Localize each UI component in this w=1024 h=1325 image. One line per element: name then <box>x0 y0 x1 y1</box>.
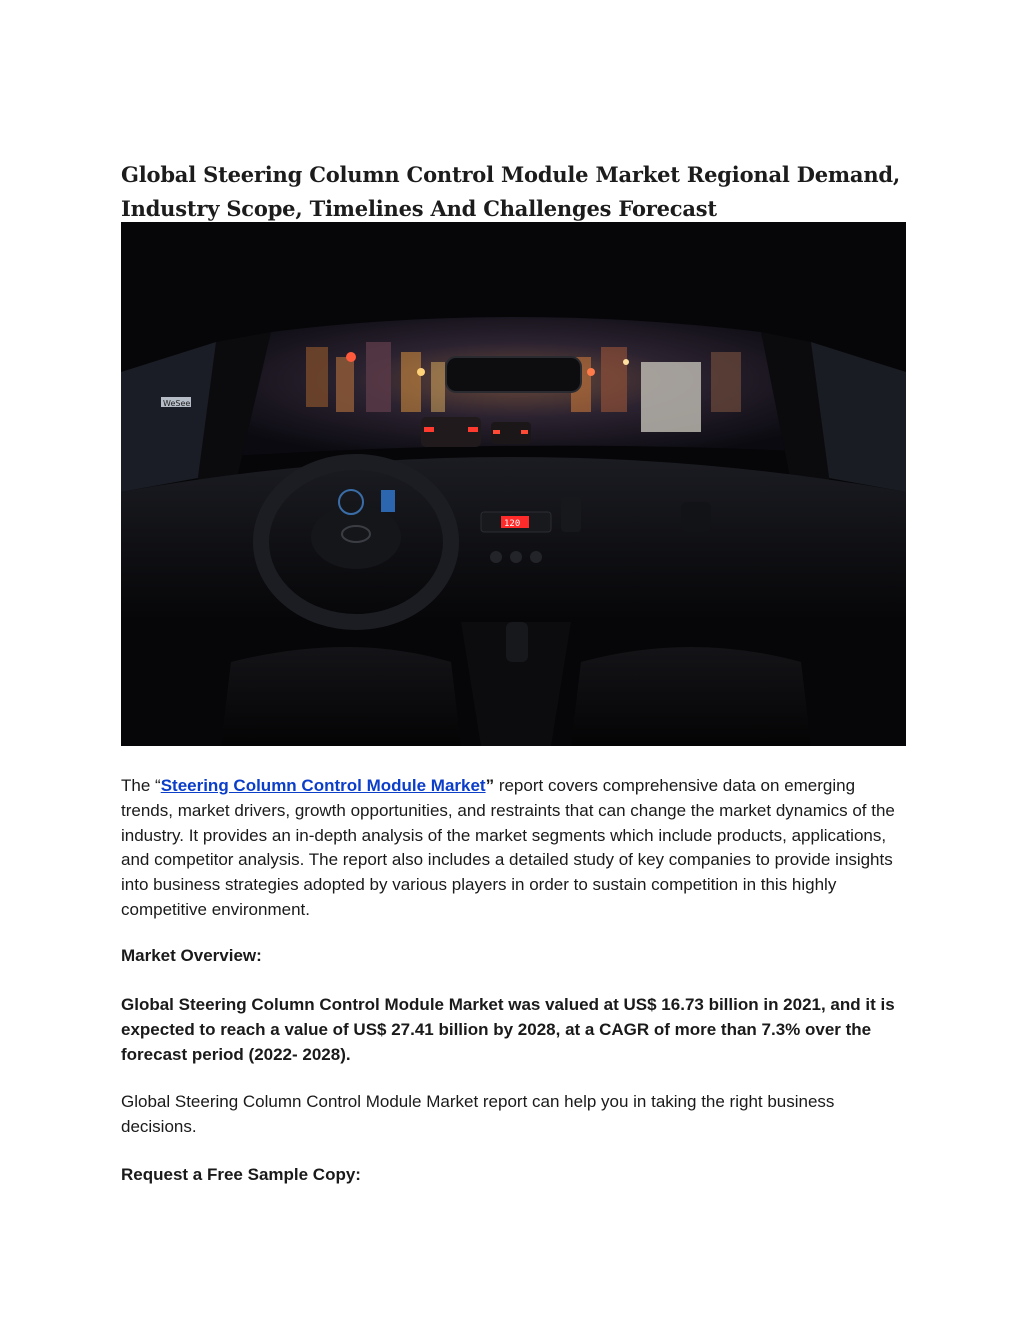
console-readout: 120 <box>504 519 521 529</box>
car-interior-illustration <box>121 222 906 746</box>
intro-prefix: The “ <box>121 776 161 795</box>
market-report-link[interactable]: Steering Column Control Module Market <box>160 776 486 795</box>
hero-image <box>121 222 906 746</box>
article-title: Global Steering Column Control Module Market Regional Demand, Industry Scope, Timelines And Challenges Forecast <box>121 162 901 221</box>
request-sample-heading: Request a Free Sample Copy: <box>121 1165 361 1184</box>
market-overview-heading: Market Overview: <box>121 946 262 965</box>
market-value-highlight: Global Steering Column Control Module Market was valued at US$ 16.73 billion in 2021, and it is expected to reach a value of US$ 27.41 billion by 2028, at a CAGR of more than 7.3% over the forecast period (2022- 2028). <box>121 995 895 1064</box>
intro-close-quote: ” <box>485 776 495 795</box>
sign-text: WeSee <box>163 399 191 408</box>
decisions-paragraph: Global Steering Column Control Module Market report can help you in taking the right business decisions. <box>121 1092 835 1136</box>
intro-paragraph <box>121 774 911 923</box>
intro-body: report covers comprehensive data on emerging trends, market drivers, growth opportunities, and restraints that can change the market dynamics of the industry. It provides an in-depth analysis of the market segments which include products, applications, and competitor analysis. The report also includes a detailed study of key companies to provide insights into business strategies adopted by various players in order to sustain competition in this highly competitive environment. <box>121 776 895 919</box>
